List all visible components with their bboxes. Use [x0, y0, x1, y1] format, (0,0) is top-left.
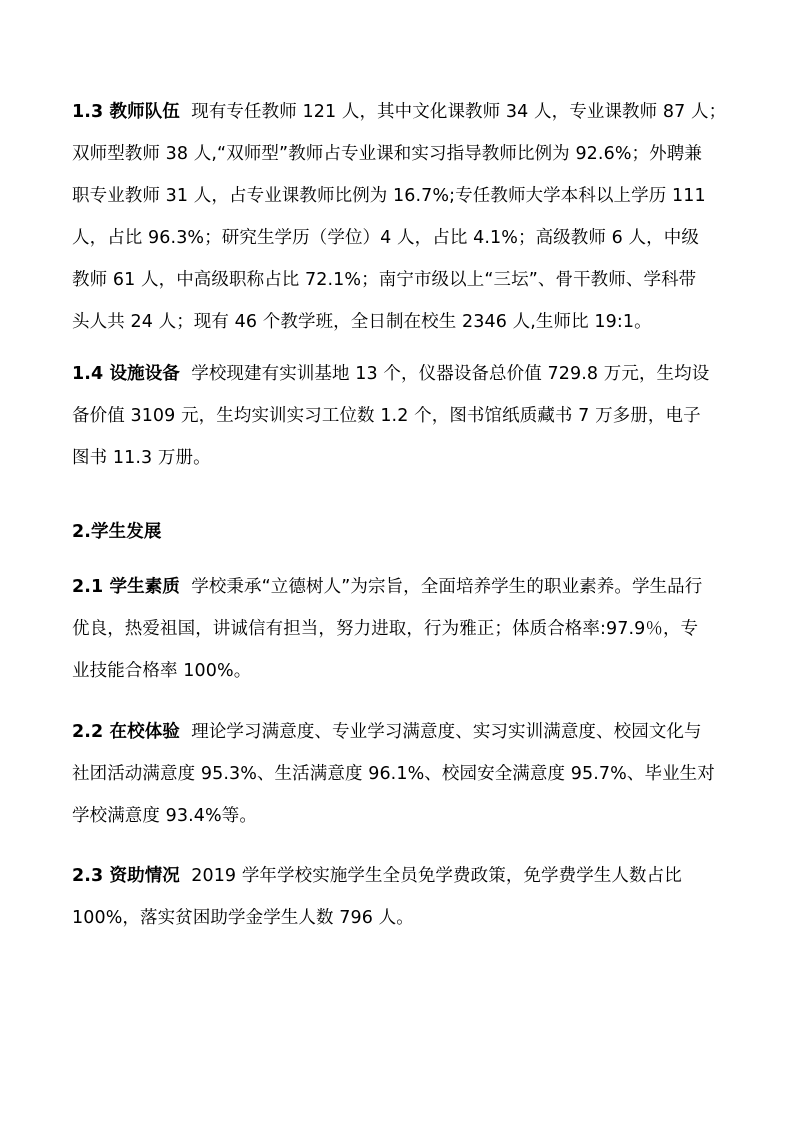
text-line: 学校满意度 93.4%等。 [72, 806, 257, 826]
text-line: 优良，热爱祖国，讲诚信有担当，努力进取，行为雅正；体质合格率:97.9％，专 [72, 619, 699, 639]
text-run: 理论学习满意度、专业学习满意度、实习实训满意度、校园文化与 [191, 722, 702, 742]
section-1-4-facilities [72, 360, 709, 486]
text-run: 学校秉承“立德树人”为宗旨，全面培养学生的职业素养。学生品行 [191, 577, 703, 597]
section-2-student-development [72, 518, 161, 560]
text-line: 图书 11.3 万册。 [72, 448, 211, 468]
section-2-3-financial-aid [72, 862, 682, 946]
text-line: 双师型教师 38 人,“双师型”教师占专业课和实习指导教师比例为 92.6%；外聘兼 [72, 144, 702, 164]
text-line: 人，占比 96.3%；研究生学历（学位）4 人，占比 4.1%；高级教师 6 人，中级 [72, 228, 699, 248]
text-line [72, 360, 709, 388]
text-line: 备价值 3109 元，生均实训实习工位数 1.2 个，图书馆纸质藏书 7 万多册，电子 [72, 406, 701, 426]
text-run: 2019 学年学校实施学生全员免学费政策，免学费学生人数占比 [191, 866, 682, 886]
text-line [72, 98, 726, 126]
text-run: 现有专任教师 121 人，其中文化课教师 34 人，专业课教师 87 人； [191, 102, 727, 122]
text-line: 职专业教师 31 人，占专业课教师比例为 16.7%;专任教师大学本科以上学历 111 [72, 186, 706, 206]
text-line: 头人共 24 人；现有 46 个教学班，全日制在校生 2346 人,生师比 19:1。 [72, 312, 652, 332]
text-line: 100%，落实贫困助学金学生人数 796 人。 [72, 908, 414, 928]
text-line [72, 573, 702, 601]
text-line: 社团活动满意度 95.3%、生活满意度 96.1%、校园安全满意度 95.7%、毕业生对 [72, 764, 715, 784]
section-heading: 2.1 学生素质 [72, 577, 180, 597]
text-line: 教师 61 人，中高级职称占比 72.1%；南宁市级以上“三坛”、骨干教师、学科带 [72, 270, 697, 290]
text-line [72, 862, 682, 890]
section-heading: 1.3 教师队伍 [72, 102, 180, 122]
section-2-1-student-quality [72, 573, 702, 699]
section-heading: 1.4 设施设备 [72, 364, 180, 384]
section-heading: 2.2 在校体验 [72, 722, 180, 742]
text-line [72, 718, 715, 746]
section-1-3-teachers [72, 98, 726, 350]
text-run: 学校现建有实训基地 13 个，仪器设备总价值 729.8 万元，生均设 [191, 364, 710, 384]
section-heading: 2.3 资助情况 [72, 866, 180, 886]
section-2-2-school-experience [72, 718, 715, 844]
text-line: 业技能合格率 100%。 [72, 661, 252, 681]
section-heading: 2.学生发展 [72, 522, 162, 542]
